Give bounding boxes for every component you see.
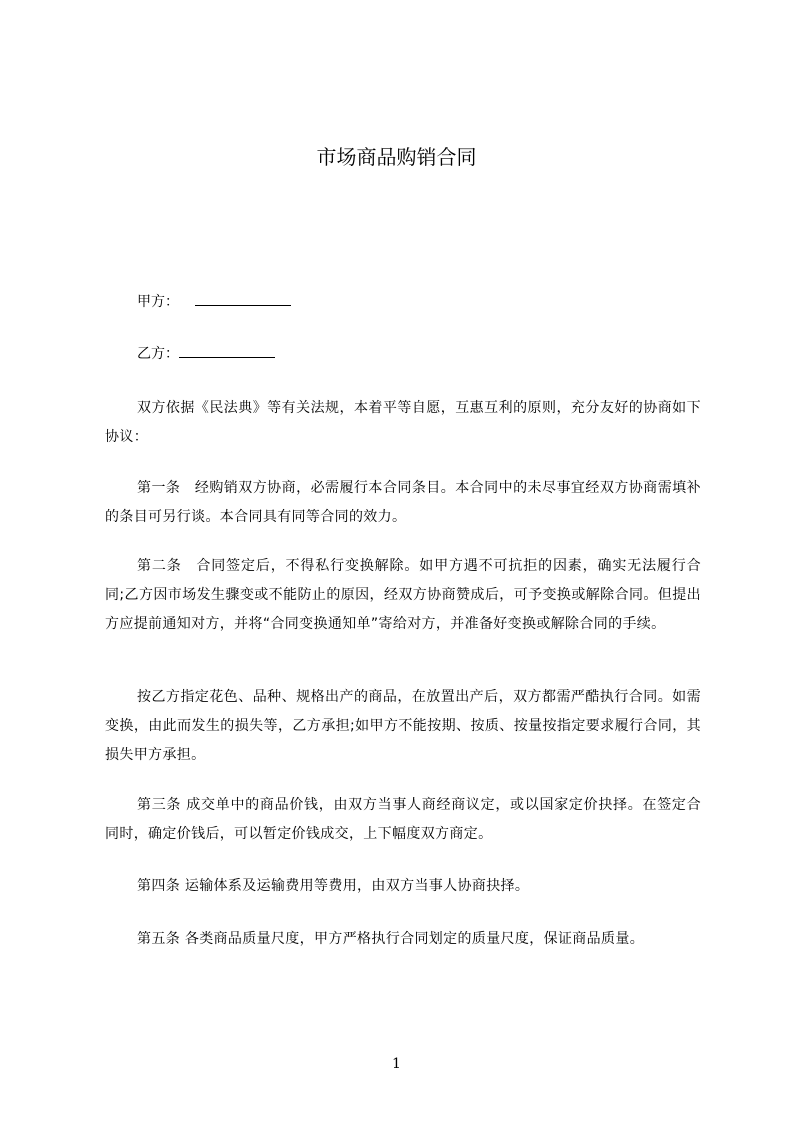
preamble-paragraph: 双方依据《民法典》等有关法规，本着平等自愿，互惠互利的原则，充分友好的协商如下协议： xyxy=(105,400,701,445)
document-title: 市场商品购销合同 xyxy=(316,145,477,169)
party-b-label: 乙方： xyxy=(137,346,179,362)
party-a-label: 甲方： xyxy=(137,294,179,310)
article-4-paragraph: 第四条 运输体系及运输费用等费用，由双方当事人协商抉择。 xyxy=(137,878,530,894)
article-2-supplement-paragraph: 按乙方指定花色、品种、规格出产的商品，在放置出产后，双方都需严酷执行合同。如需变换，由此而发生的损失等，乙方承担;如甲方不能按期、按质、按量按指定要求履行合同，其损失甲方承担。 xyxy=(105,689,701,763)
article-5-paragraph: 第五条 各类商品质量尺度，甲方严格执行合同划定的质量尺度，保证商品质量。 xyxy=(137,931,645,947)
article-2-paragraph: 第二条 合同签定后，不得私行变换解除。如甲方遇不可抗拒的因素，确实无法履行合同;乙方因市场发生骤变或不能防止的原因，经双方协商赞成后，可予变换或解除合同。但提出方应提前通知对方，并将“合同变换通知单”寄给对方，并准备好变换或解除合同的手续。 xyxy=(105,558,701,632)
article-3-paragraph: 第三条 成交单中的商品价钱，由双方当事人商经商议定，或以国家定价抉择。在签定合同时，确定价钱后，可以暂定价钱成交，上下幅度双方商定。 xyxy=(105,797,701,842)
article-1-paragraph: 第一条 经购销双方协商，必需履行本合同条目。本合同中的未尽事宜经双方协商需填补的条目可另行谈。本合同具有同等合同的效力。 xyxy=(105,480,701,525)
party-a-blank-line xyxy=(195,291,291,306)
party-b-field xyxy=(137,343,275,364)
party-a-field xyxy=(137,291,291,312)
page-number: 1 xyxy=(392,1056,401,1072)
party-b-blank-line xyxy=(179,343,275,358)
